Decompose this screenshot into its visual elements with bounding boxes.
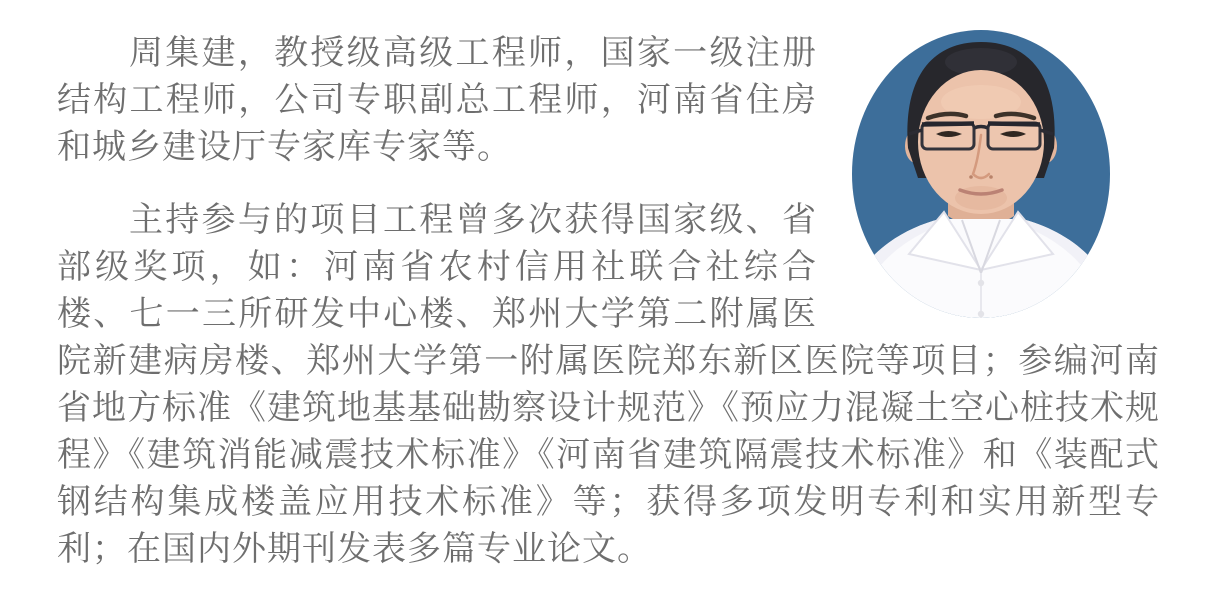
bio-paragraph-achievements: 主持参与的项目工程曾多次获得国家级、省部级奖项，如：河南省农村信用社联合社综合楼、七一三所研发中心楼、郑州大学第二附属医院新建病房楼、郑州大学第一附属医院郑东新区医院等项目；参编河南省地方标准《建筑地基基础勘察设计规范》《预应力混凝土空心桩技术规程》《建筑消能减震技术标准》《河南省建筑隔震技术标准》和《装配式钢结构集成楼盖应用技术标准》等；获得多项发明专利和实用新型专利；在国内外期刊发表多篇专业论文。 bbox=[57, 202, 1160, 568]
portrait-photo bbox=[852, 30, 1110, 318]
portrait-illustration bbox=[852, 30, 1110, 318]
bio-paragraph-intro: 周集建，教授级高级工程师，国家一级注册结构工程师，公司专职副总工程师，河南省住房和城乡建设厅专家库专家等。 bbox=[57, 35, 817, 166]
shirt-button bbox=[978, 311, 984, 317]
shirt-button bbox=[978, 280, 984, 286]
